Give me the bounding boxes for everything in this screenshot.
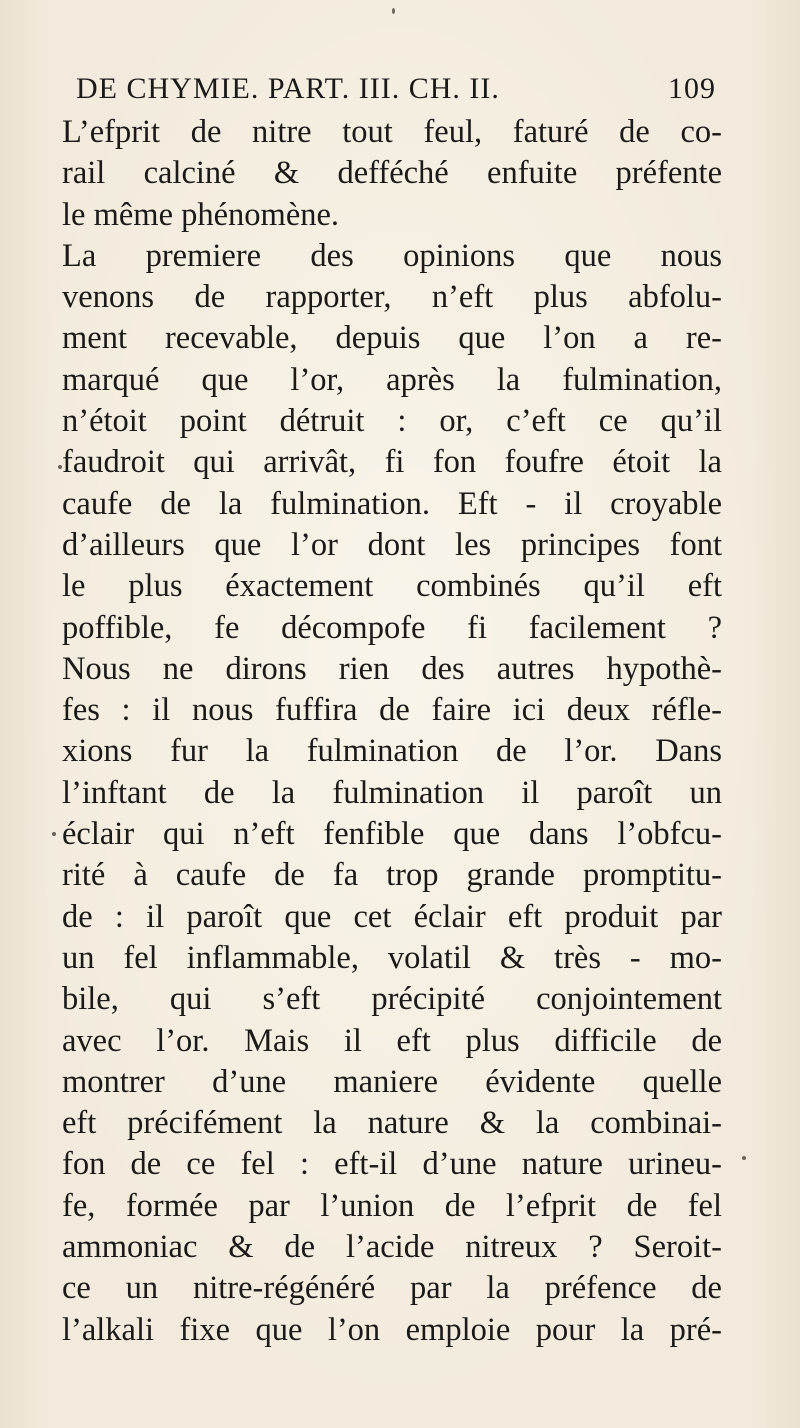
paper-speck <box>742 1156 746 1160</box>
page-number: 109 <box>668 72 716 105</box>
text-line: marqué que l’or, après la fulmination, <box>62 361 722 398</box>
text-line: le même phénomène. <box>62 196 340 233</box>
text-line: fes : il nous fuffira de faire ici deux réfle- <box>62 692 722 729</box>
text-line: La premiere des opinions que nous <box>62 237 722 274</box>
text-line: montrer d’une maniere évidente quelle <box>62 1063 722 1100</box>
text-line: venons de rapporter, n’eft plus abfolu- <box>62 279 722 316</box>
running-head <box>76 72 716 112</box>
text-line: n’étoit point détruit : or, c’eft ce qu’il <box>62 403 722 440</box>
text-line: poffible, fe décompofe fi facilement ? <box>62 609 722 646</box>
text-line: ammoniac & de l’acide nitreux ? Seroit- <box>62 1229 722 1266</box>
text-line: un fel inflammable, volatil & très - mo- <box>62 939 722 976</box>
text-line: L’efprit de nitre tout feul, faturé de co- <box>62 114 722 150</box>
text-line: eft précifément la nature & la combinai- <box>62 1105 722 1142</box>
text-line: rité à caufe de fa trop grande promptitu- <box>62 857 722 894</box>
running-head-title: DE CHYMIE. PART. III. CH. II. <box>76 72 500 105</box>
text-line: faudroit qui arrivât, fi fon foufre étoit la <box>62 444 722 481</box>
text-line: rail calciné & defféché enfuite préfente <box>62 155 722 192</box>
paper-speck <box>58 465 62 469</box>
text-line: ce un nitre-régénéré par la préfence de <box>62 1270 722 1307</box>
text-line: l’alkali fixe que l’on emploie pour la pré- <box>62 1311 722 1348</box>
text-line: le plus éxactement combinés qu’il eft <box>62 568 722 605</box>
text-line: d’ailleurs que l’or dont les principes font <box>62 526 722 563</box>
text-line: avec l’or. Mais il eft plus difficile de <box>62 1022 722 1059</box>
text-line: de : il paroît que cet éclair eft produit par <box>62 898 722 935</box>
paper-speck <box>392 8 395 14</box>
text-line: l’inftant de la fulmination il paroît un <box>62 774 722 811</box>
paper-speck <box>52 832 56 836</box>
body-text <box>62 112 722 1351</box>
text-line: fe, formée par l’union de l’efprit de fel <box>62 1187 722 1224</box>
text-line: éclair qui n’eft fenfible que dans l’obfcu- <box>62 816 722 853</box>
text-line: xions fur la fulmination de l’or. Dans <box>62 733 722 770</box>
text-line: ment recevable, depuis que l’on a re- <box>62 320 722 357</box>
text-line: fon de ce fel : eft-il d’une nature urineu- <box>62 1146 722 1183</box>
text-line: bile, qui s’eft précipité conjointement <box>62 981 722 1018</box>
text-line: caufe de la fulmination. Eft - il croyable <box>62 485 722 522</box>
text-line: Nous ne dirons rien des autres hypothè- <box>62 650 722 687</box>
